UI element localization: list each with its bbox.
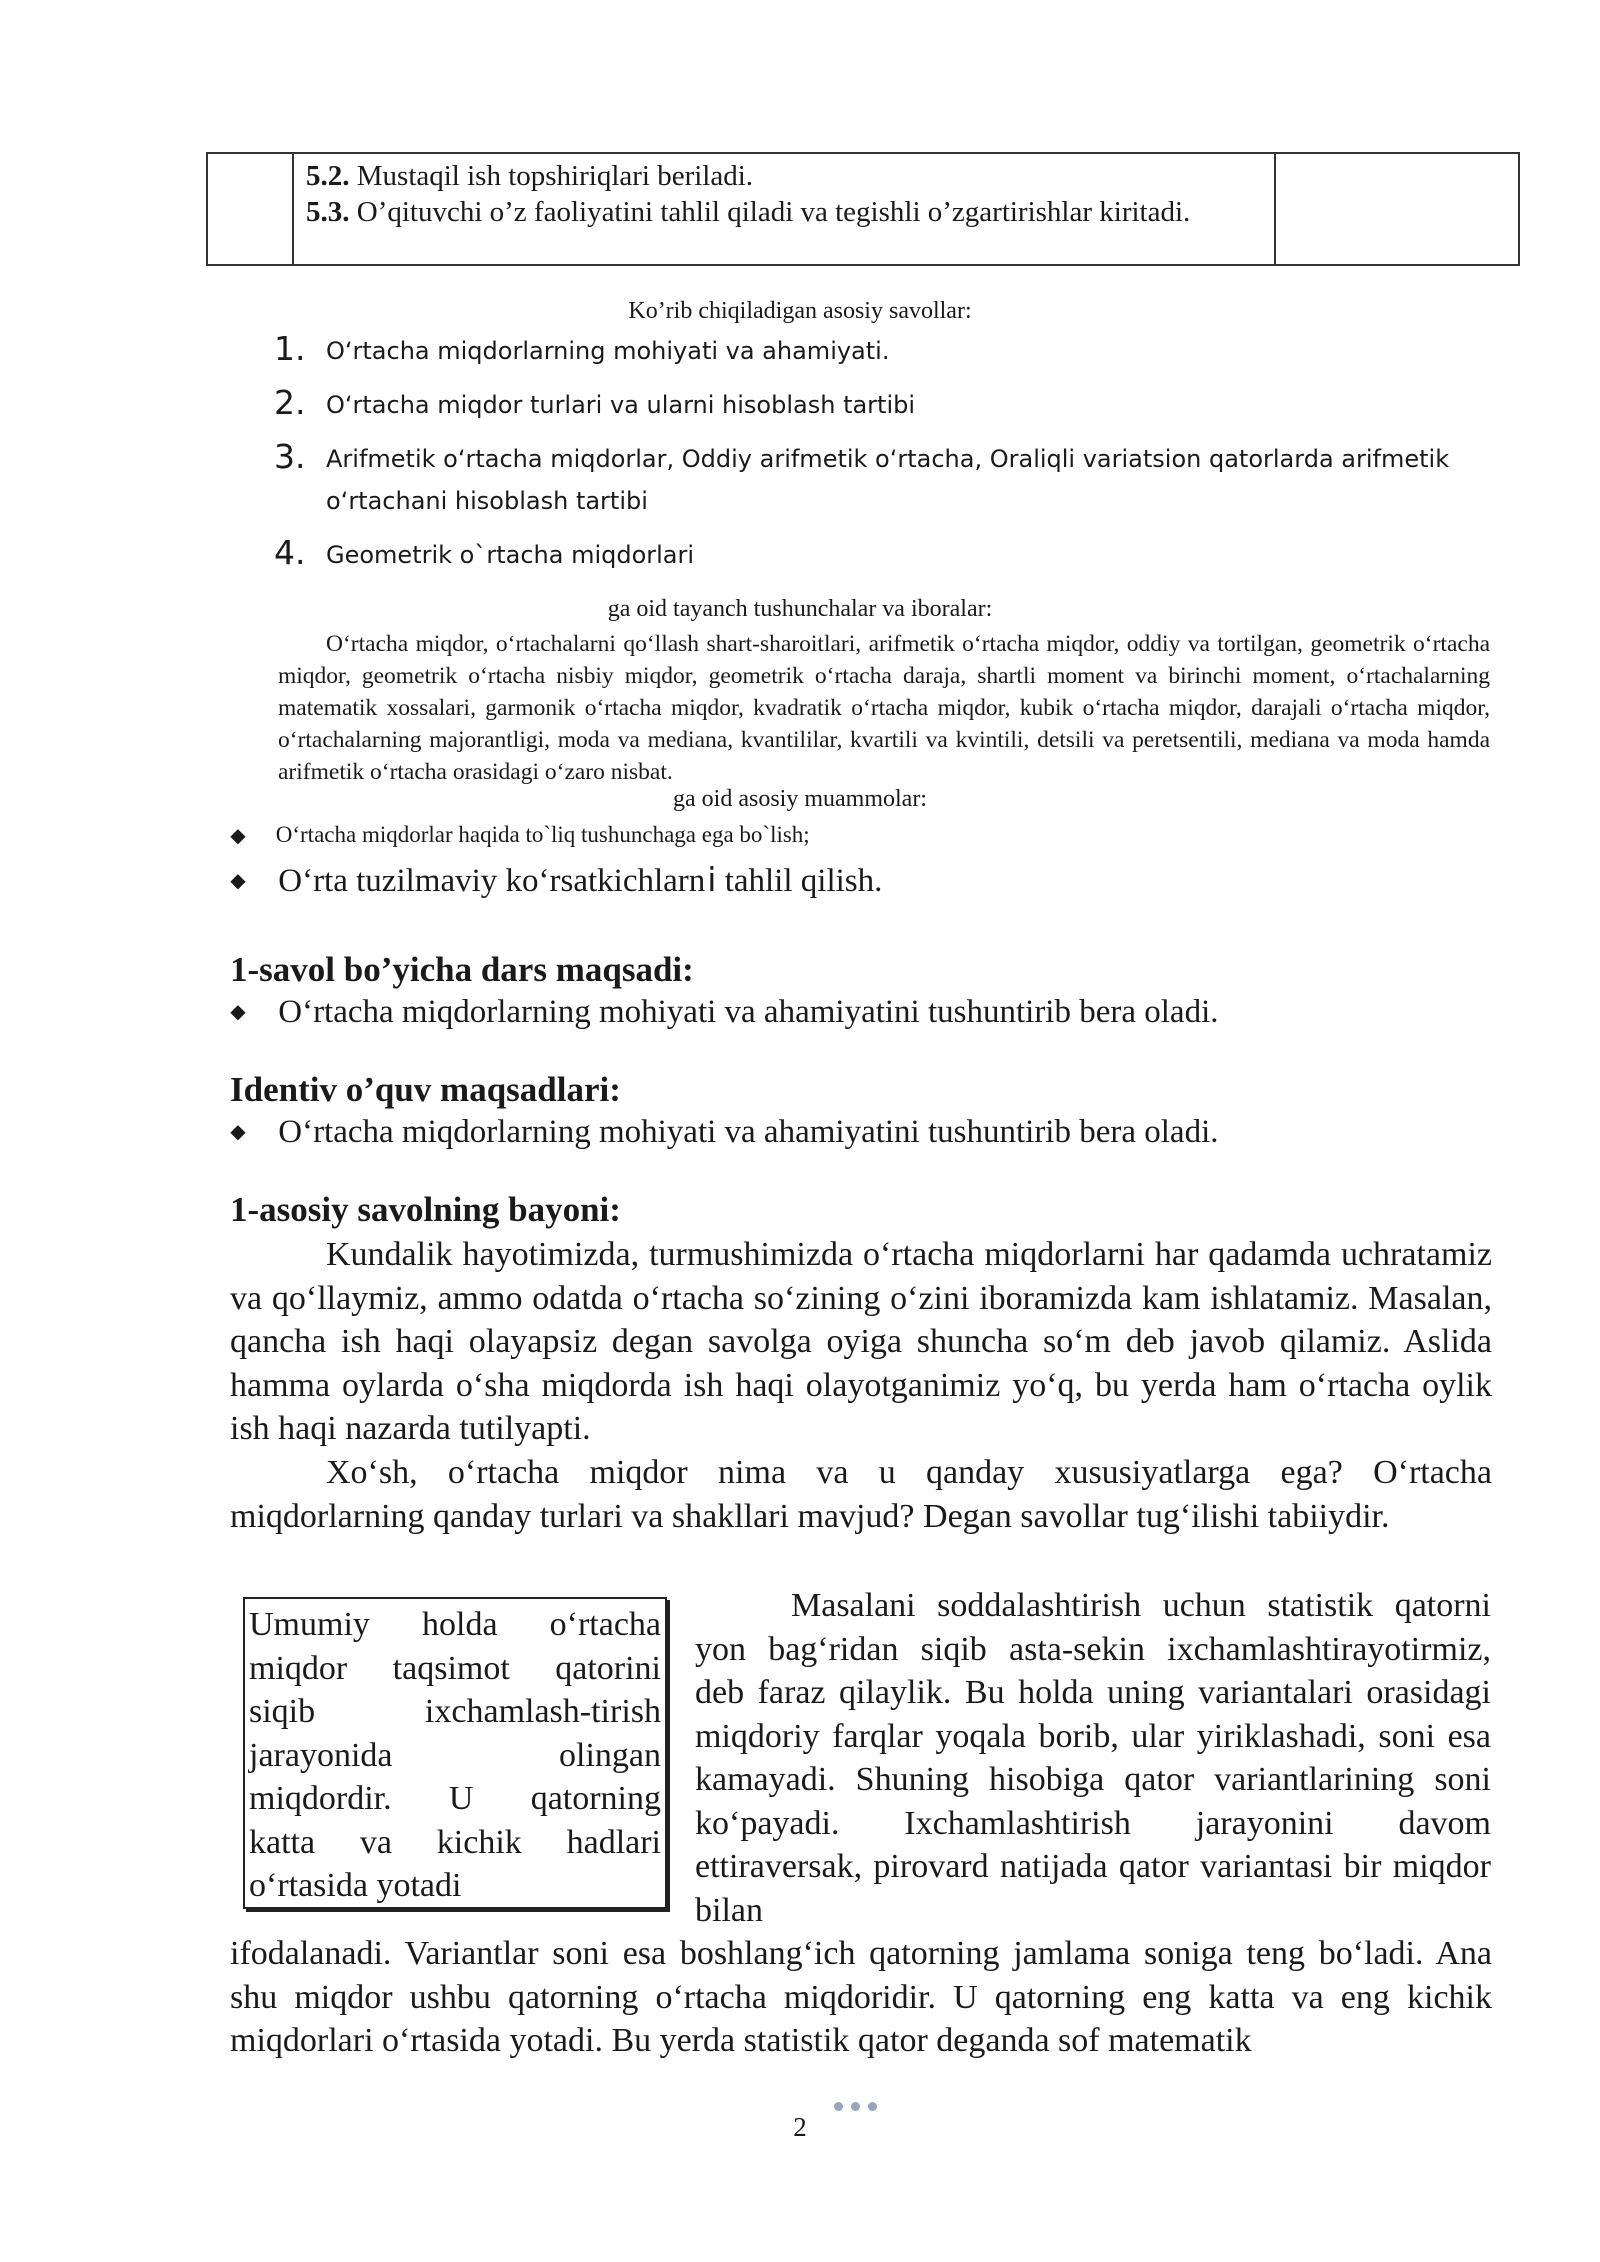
list-item: 3. Arifmetik o‘rtacha miqdorlar, Oddiy arifmetik o‘rtacha, Oraliqli variatsion qatorlarda arifmetik o‘rtachani hisoblash tartibi [274, 437, 1450, 515]
table-cell-left [208, 154, 294, 264]
table-line-5-2: 5.2. Mustaqil ish topshiriqlari beriladi. [306, 160, 754, 192]
identiv-item: ◆ O‘rtacha miqdorlarning mohiyati va ahamiyatini tushuntirib bera oladi. [230, 1114, 1219, 1150]
problems-title: ga oid asosiy muammolar: [673, 786, 927, 812]
side-paragraph: Masalani soddalashtirish uchun statistik qatorni yon bag‘ridan siqib asta-sekin ixchamlashtirayotirmiz, deb faraz qilaylik. Bu holda uning variantalari orasidagi miqdoriy farqlar yoqala borib, ular yiriklashadi, soni esa kamayadi. Shuning hisobiga qator variantlarining soni ko‘payadi. Ixchamlashtirish jarayonini davom ettiraversak, pirovard natijada qator variantasi bir miqdor bilan [695, 1587, 1491, 1929]
box-line: siqib ixchamlash-tirish [249, 1693, 661, 1730]
questions-list [274, 330, 1474, 588]
paragraph-1: Kundalik hayotimizda, turmushimizda o‘rtacha miqdorlarni har qadamda uchratamiz va qo‘llaymiz, ammo odatda o‘rtacha so‘zining o‘zini iboramizda kam ishlatamiz. Masalan, qancha ish haqi olayapsiz degan savolga oyiga shuncha so‘m deb javob qilamiz. Aslida hamma oylarda o‘sha miqdorda ish haqi olayotganimiz yo‘q, bu yerda ham o‘rtacha oylik ish haqi nazarda tutilyapti. [230, 1236, 1492, 1447]
table-cell-right [1276, 154, 1518, 264]
paragraph-3: ifodalanadi. Variantlar soni esa boshlang‘ich qatorning jamlama soniga teng bo‘ladi. Ana shu miqdor ushbu qatorning o‘rtacha miqdoridir. U qatorning eng katta va eng kichik miqdorlari o‘rtasida yotadi. Bu yerda statistik qator deganda sof matematik [230, 1935, 1492, 2059]
page-number: 2 [793, 2112, 807, 2142]
definition-box [243, 1597, 667, 1909]
box-line: miqdordir. U qatorning [249, 1780, 661, 1817]
list-item: 1. O‘rtacha miqdorlarning mohiyati va ahamiyati. [274, 329, 890, 368]
questions-title: Ko’rib chiqiladigan asosiy savollar: [628, 298, 972, 324]
paragraph-2: Xo‘sh, o‘rtacha miqdor nima va u qanday xususiyatlarga ega? O‘rtacha miqdorlarning qanday turlari va shakllari mavjud? Degan savollar tug‘ilishi tabiiydir. [230, 1454, 1492, 1535]
diamond-bullet-icon: ◆ [230, 825, 246, 847]
goal-item: ◆ O‘rtacha miqdorlarning mohiyati va ahamiyatini tushuntirib bera oladi. [230, 994, 1219, 1030]
statement-heading: 1-asosiy savolning bayoni: [230, 1190, 621, 1229]
list-item: 2. O‘rtacha miqdor turlari va ularni hisoblash tartibi [274, 383, 916, 422]
box-line: katta va kichik hadlari [249, 1823, 661, 1861]
table-line-5-3: 5.3. O’qituvchi o’z faoliyatini tahlil qiladi va tegishli o’zgartirishlar kiritadi. [306, 196, 1191, 228]
box-line: miqdor taqsimot qatorini [249, 1649, 661, 1687]
problem-item-2: ◆ O‘rta tuzilmaviy ko‘rsatkichlarni tahlil qilish. [230, 860, 883, 899]
goal-heading: 1-savol bo’yicha dars maqsadi: [230, 950, 694, 989]
diamond-bullet-icon: ◆ [230, 1001, 246, 1023]
terms-title: ga oid tayanch tushunchalar va iboralar: [607, 596, 993, 622]
plan-table [206, 152, 1520, 266]
list-item: 4. Geometrik o`rtacha miqdorlari [274, 533, 695, 572]
box-line: Umumiy holda o‘rtacha [249, 1606, 661, 1643]
box-line: jarayonida olingan [249, 1736, 661, 1774]
diamond-bullet-icon: ◆ [230, 870, 246, 892]
diamond-bullet-icon: ◆ [230, 1121, 246, 1143]
box-line: o‘rtasida yotadi [249, 1867, 462, 1904]
table-cell-content [294, 154, 1276, 264]
terms-text: O‘rtacha miqdor, o‘rtachalarni qo‘llash shart-sharoitlari, arifmetik o‘rtacha miqdor, oddiy va tortilgan, geometrik o‘rtacha miqdor, geometrik o‘rtacha nisbiy miqdor, geometrik o‘rtacha daraja, shartli moment va birinchi moment, o‘rtachalarning matematik xossalari, garmonik o‘rtacha miqdor, kvadratik o‘rtacha miqdor, kubik o‘rtacha miqdor, darajali o‘rtacha miqdor, o‘rtachalarning majorantligi, moda va mediana, kvantililar, kvartili va kvintili, detsili va peretsentili, mediana va moda hamda arifmetik o‘rtacha orasidagi o‘zaro nisbat. [278, 631, 1490, 785]
identiv-heading: Identiv o’quv maqsadlari: [230, 1070, 621, 1109]
problem-item-1: ◆ O‘rtacha miqdorlar haqida to`liq tushunchaga ega bo`lish; [230, 822, 810, 847]
